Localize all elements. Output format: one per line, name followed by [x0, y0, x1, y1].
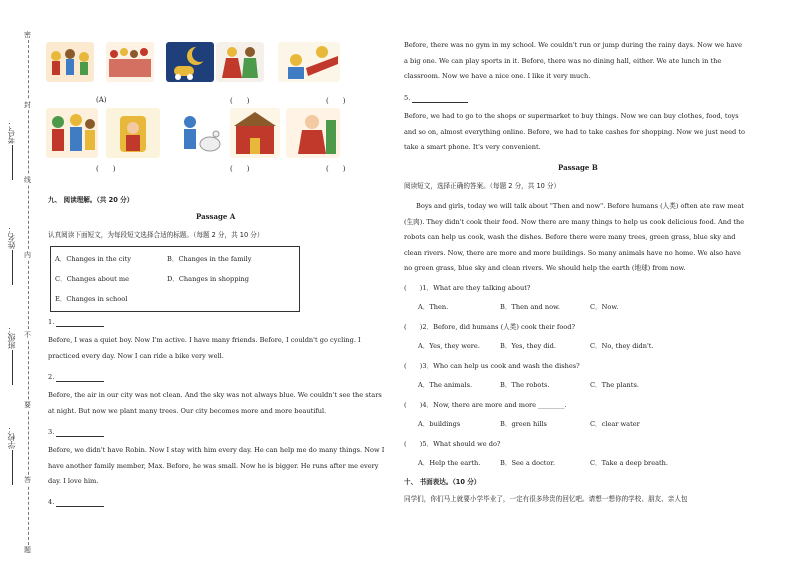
house-scene-picture	[230, 108, 280, 158]
answer-blank[interactable]	[56, 374, 104, 382]
crowd-scene-picture	[106, 42, 154, 82]
question-2: ( )2．Before, did humans (人类) cook their food?	[404, 323, 576, 331]
picture-caption: ( )	[96, 165, 116, 173]
cut-mark: 线	[24, 176, 31, 184]
item2-text: Before, the air in our city was not clean. And the sky was not always blue. We couldn't see the stars at night. But now we plant many trees. Our city becomes more and more beautiful.	[48, 391, 382, 415]
title-options-box	[50, 246, 300, 312]
item4-text: Before, there was no gym in my school. We couldn't run or jump during the rainy days. Now we have a big one. We can play sports in it. Before, there was no dining hall, either. We ate lunch in the classroom. Now we have a nice one. I like it very much.	[404, 41, 743, 80]
name-label: 姓名：	[7, 225, 16, 249]
q4-option-c[interactable]: C．clear water	[590, 420, 640, 428]
family-group-picture	[46, 42, 94, 82]
cut-mark: 内	[24, 251, 31, 259]
q1-option-b[interactable]: B．Then and now.	[500, 303, 560, 311]
picture-caption: (A)	[96, 96, 107, 104]
exam-number-label: 考号：	[7, 120, 16, 144]
item3-text: Before, we didn't have Robin. Now I stay with him every day. He can help me do many things. Now I have another family member, Max. Before, he was small. Now he is bigger. He runs after me every day. I love him.	[48, 446, 385, 485]
passage-a-instruction: 认真阅读下面短文，为每段短文选择合适的标题。（每题 2 分，共 10 分）	[48, 231, 264, 239]
item-number: 3.	[48, 428, 55, 436]
answer-blank[interactable]	[56, 499, 104, 507]
q5-option-a[interactable]: A．Help the earth.	[418, 459, 481, 467]
question-1: ( )1．What are they talking about?	[404, 284, 531, 292]
cut-mark: 题	[24, 546, 31, 554]
item3-number	[48, 428, 104, 437]
q1-option-a[interactable]: A．Then.	[418, 303, 449, 311]
cut-mark: 答	[24, 476, 31, 484]
q4-option-b[interactable]: B．green hills	[500, 420, 547, 428]
passage-a-title: Passage A	[196, 212, 236, 221]
question-5: ( )5．What should we do?	[404, 440, 501, 448]
q2-option-b[interactable]: B．Yes, they did.	[500, 342, 556, 350]
q5-option-c[interactable]: C．Take a deep breath.	[590, 459, 669, 467]
section10-title: 十、 书面表达。（10 分）	[404, 478, 481, 486]
item-number: 2.	[48, 373, 55, 381]
q5-option-b[interactable]: B．See a doctor.	[500, 459, 555, 467]
moon-carriage-picture	[166, 42, 214, 82]
school-line[interactable]	[12, 450, 13, 485]
q2-option-a[interactable]: A．Yes, they were.	[418, 342, 480, 350]
grandma-picture	[286, 108, 340, 158]
item-number: 5.	[404, 94, 411, 102]
item5-number	[404, 94, 468, 103]
item2-number	[48, 373, 104, 382]
question-3: ( )3．Who can help us cook and wash the dishes?	[404, 362, 580, 370]
q3-option-a[interactable]: A．The animals.	[418, 381, 473, 389]
item1-text: Before, I was a quiet boy. Now I'm active. I have many friends. Before, I couldn't go cycling. I practiced every day. Now I can ride a bike very well.	[48, 336, 361, 360]
cut-mark: 封	[24, 101, 31, 109]
answer-blank[interactable]	[56, 429, 104, 437]
option-e: E．Changes in school	[55, 295, 128, 303]
q1-option-c[interactable]: C．Now.	[590, 303, 619, 311]
exam-number-line[interactable]	[12, 145, 13, 180]
goose-boy-picture	[170, 108, 226, 158]
option-b: B．Changes in the family	[167, 255, 252, 263]
answer-blank[interactable]	[56, 319, 104, 327]
picture-caption: ( )	[230, 97, 250, 105]
q4-option-a[interactable]: A．buildings	[418, 420, 461, 428]
class-line[interactable]	[12, 350, 13, 385]
class-label: 班级：	[7, 325, 16, 349]
cut-mark: 不	[24, 331, 31, 339]
q3-option-b[interactable]: B．The robots.	[500, 381, 550, 389]
picture-caption: ( )	[326, 97, 346, 105]
binding-margin	[0, 0, 40, 562]
picture-caption: ( )	[230, 165, 250, 173]
option-c: C．Changes about me	[55, 275, 129, 283]
picture-caption: ( )	[326, 165, 346, 173]
option-d: D．Changes in shopping	[167, 275, 250, 283]
item-number: 1.	[48, 318, 55, 326]
city-group-picture	[46, 108, 98, 158]
royal-dance-picture	[216, 42, 264, 82]
cut-mark: 密	[24, 31, 31, 39]
passage-b-text: Boys and girls, today we will talk about "Then and now". Before humans (人类) often ate raw meat (生肉). They didn't cook their food. Now there are many things to help us cook delicious food. And the robots can help us cook, wash the dishes. Before there were many trees, green grass, blue sky and clean rivers. Now, there are more and more buildings. So many animals have no home. We also have no green grass, blue sky and clean rivers. We should help the earth (地球) from now.	[404, 202, 745, 272]
throne-picture	[106, 108, 160, 158]
section9-title: 九、 阅读理解。（共 20 分）	[48, 196, 134, 204]
item4-number	[48, 498, 104, 507]
option-a: A．Changes in the city	[55, 255, 131, 263]
item5-text: Before, we had to go to the shops or supermarket to buy things. Now we can buy clothes, food, toys and so on, almost everything online. Before, we had to take cashes for shopping. Now we just need to take a smart phone. It's very convenient.	[404, 112, 745, 151]
passage-b-instruction: 阅读短文，选择正确的答案。（每题 2 分，共 10 分）	[404, 182, 561, 190]
section10-prompt: 同学们，你们马上就要小学毕业了，一定有很多珍贵的回忆吧。请想一想你的学校、朋友、亲人包	[404, 495, 688, 503]
item-number: 4.	[48, 498, 55, 506]
answer-blank[interactable]	[412, 95, 468, 103]
name-line[interactable]	[12, 250, 13, 285]
question-4: ( )4．Now, there are more and more ________.	[404, 401, 567, 409]
q3-option-c[interactable]: C．The plants.	[590, 381, 639, 389]
q2-option-c[interactable]: C．No, they didn't.	[590, 342, 654, 350]
item1-number	[48, 318, 104, 327]
passage-b-title: Passage B	[558, 163, 598, 172]
school-label: 学校：	[7, 425, 16, 449]
cut-mark: 要	[24, 401, 31, 409]
prince-sleeping-picture	[278, 42, 340, 82]
